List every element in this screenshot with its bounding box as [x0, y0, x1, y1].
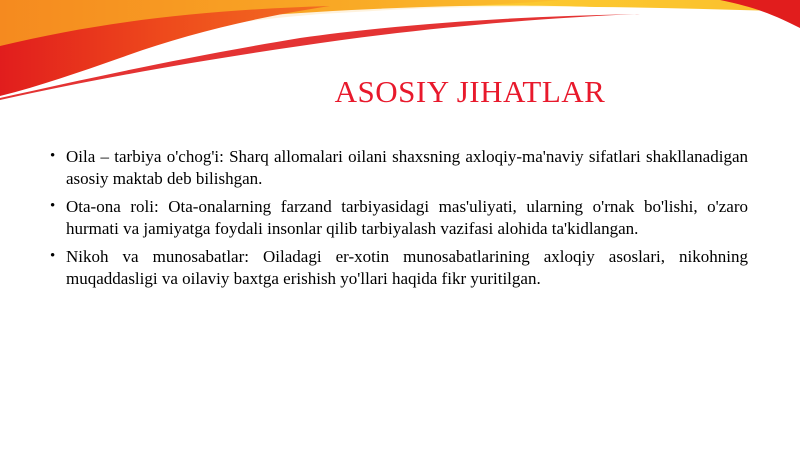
bullet-item: [50, 196, 748, 239]
bullet-text: Oila – tarbiya o'chog'i: Sharq allomalari oilani shaxsning axloqiy-ma'naviy sifatlari shakllanadigan asosiy maktab deb bilishgan.: [66, 147, 748, 188]
bullet-list: [50, 146, 748, 296]
bullet-item: [50, 246, 748, 289]
bullet-item: [50, 146, 748, 189]
slide-title: ASOSIY JIHATLAR: [334, 74, 606, 109]
bullet-dot-icon: •: [50, 148, 56, 164]
bullet-text: Nikoh va munosabatlar: Oiladagi er-xotin munosabatlarining axloqiy asoslari, nikohning muqaddasligi va oilaviy baxtga erishish yo'llari haqida fikr yuritilgan.: [66, 247, 748, 288]
bullet-dot-icon: •: [50, 198, 56, 214]
bullet-text: Ota-ona roli: Ota-onalarning farzand tarbiyasidagi mas'uliyati, ularning o'rnak bo'lishi, o'zaro hurmati va jamiyatga foydali insonlar qilib tarbiyalash vazifasi alohida ta'kidlangan.: [66, 197, 748, 238]
bullet-dot-icon: •: [50, 248, 56, 264]
